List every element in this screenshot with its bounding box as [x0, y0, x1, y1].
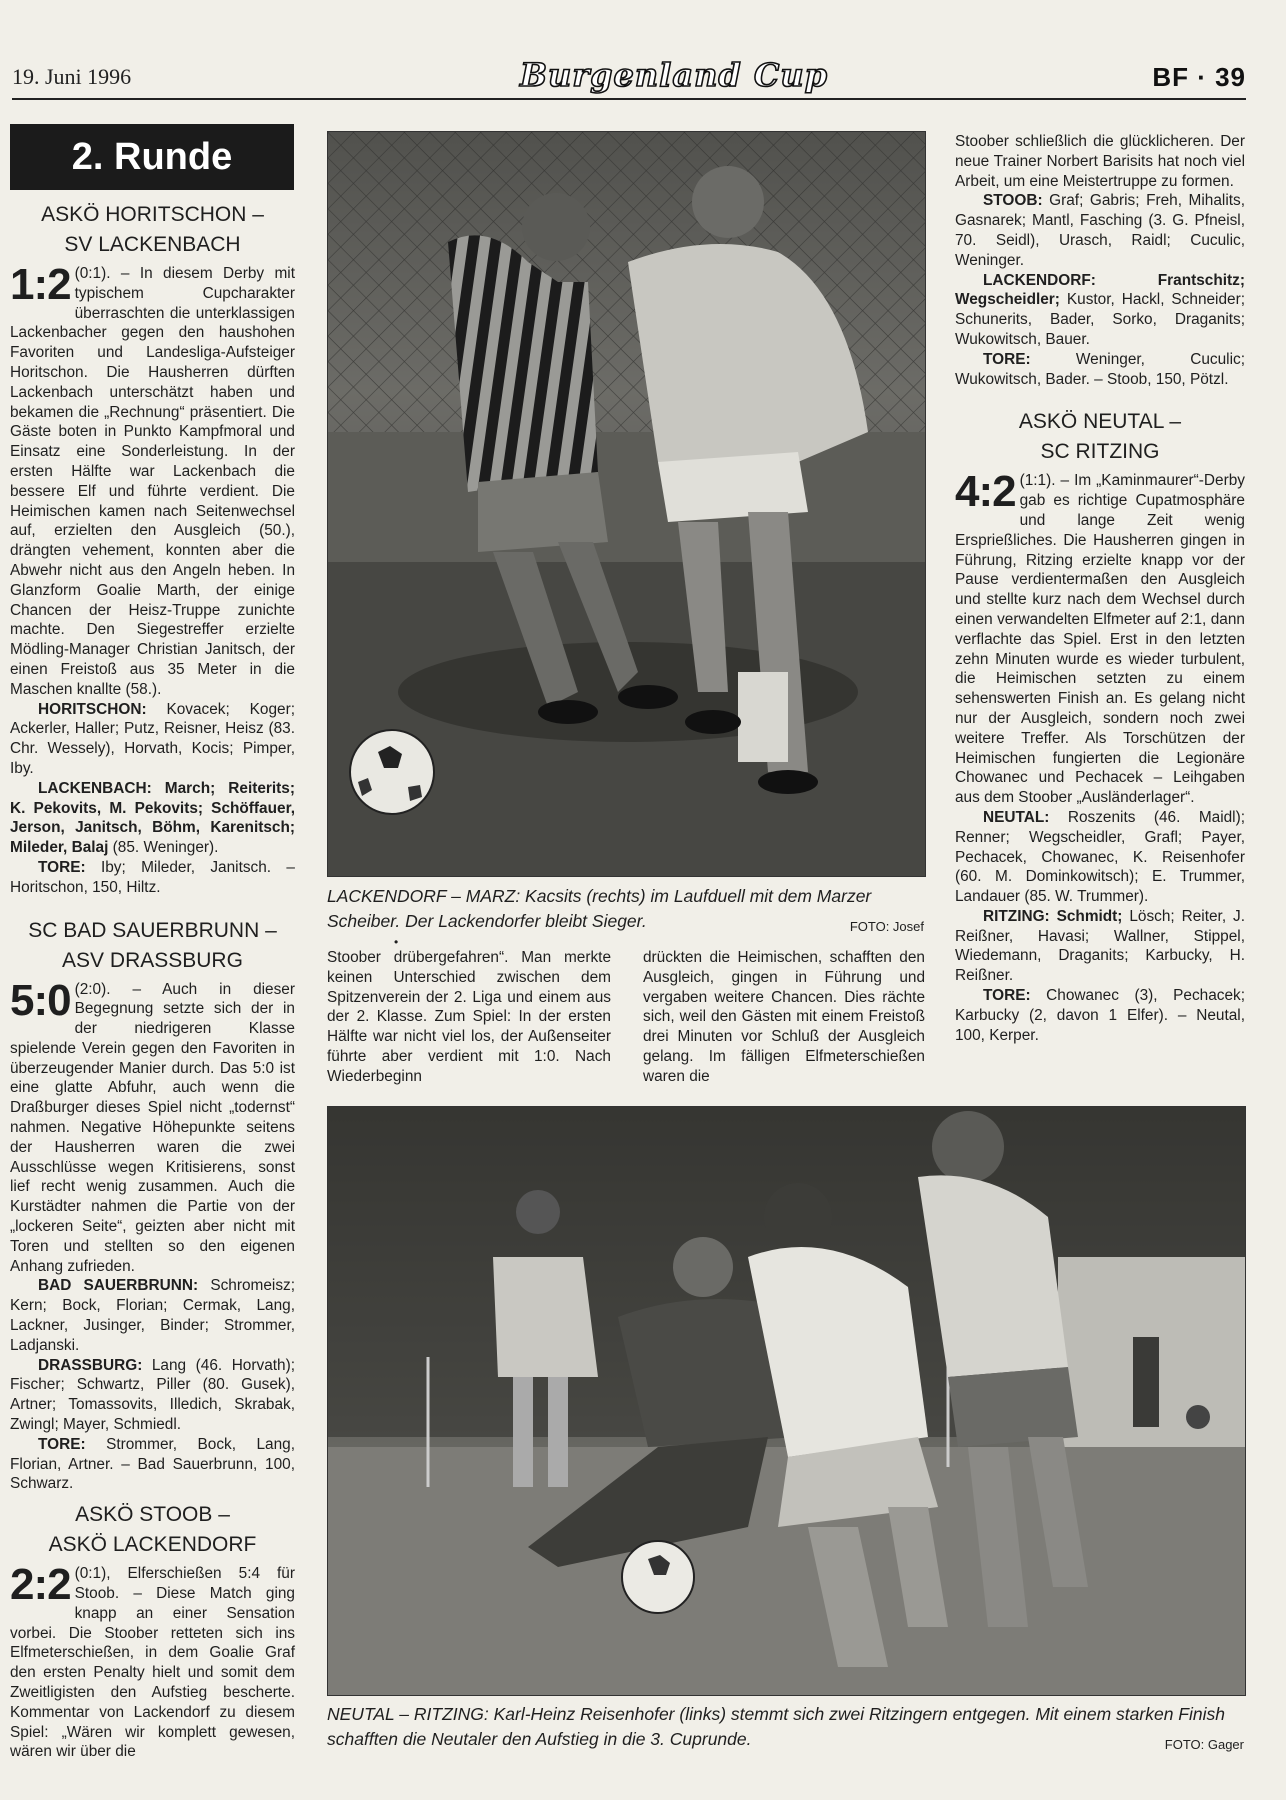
- report-text: (1:1). – Im „Kaminmaurer“-Derby gab es richtige Cupatmosphäre und lange Zeit wenig Ersprießliches. Die Hausherren gingen in Führung, Ritzing erzielte knapp vor der Pause verdientermaßen den Ausgleich und stellte kurz nach dem Wechsel durch einen verwandelten Elfmeter auf 2:1, dann verflachte das Spiel. Erst in den letzten zehn Minuten wurde es wieder turbulent, die Heimischen setzten zu einem sehenswerten Finish an. Es gelang nicht nur der Ausgleich, sondern noch zwei weitere Treffer. Als Torschützen der Heimischen fungierten die Legionäre Chowanec und Pechacek – Leihgaben aus dem Stoober „Ausländerlager“.: [955, 472, 1245, 807]
- photo-image: [328, 132, 925, 876]
- lineup-label: TORE:: [38, 858, 86, 876]
- match-heading-line: ASKÖ NEUTAL –: [1018, 410, 1182, 434]
- lineup-label: NEUTAL:: [983, 808, 1050, 826]
- match-score: 1:2: [10, 260, 71, 309]
- match-score: 4:2: [955, 467, 1016, 517]
- middle-column-1: [327, 948, 611, 1087]
- round-banner: 2. Runde: [10, 124, 294, 190]
- lineup: [955, 986, 1245, 1045]
- lineup: [955, 808, 1245, 907]
- lineup-label: TORE:: [38, 1435, 86, 1453]
- match-score: 5:0: [10, 975, 71, 1025]
- lineup-text: Kustor, Hackl, Schneider; Schunerits, Bader, Sorko, Draganits; Wukowitsch, Bauer.: [955, 291, 1245, 348]
- lineup: [10, 1435, 295, 1494]
- caption-text: NEUTAL – RITZING: Karl-Heinz Reisenhofer (links) stemmt sich zwei Ritzingern entgegen. Mit einem starken Finish schafften die Neutaler den Aufstieg in die 3. Cuprunde.: [327, 1704, 1225, 1749]
- photo-caption: [327, 1702, 1244, 1757]
- match-heading: [10, 916, 295, 976]
- lineup-label: LACKENDORF: Frantschitz; Wegscheidler;: [955, 271, 1245, 309]
- issue-date: 19. Juni 1996: [12, 64, 132, 89]
- lineup: [10, 700, 295, 779]
- lineup-label: STOOB:: [983, 192, 1043, 210]
- lineup-label: BAD SAUERBRUNN:: [38, 1277, 199, 1295]
- report-text: (2:0). – Auch in dieser Begegnung setzte sich der in der niedrigeren Klasse spielende Verein gegen den Favoriten in überzeugender Manier durch. Das 5:0 ist eine glatte Abfuhr, auch wenn die Draßburger dieses Spiel nicht „todernst“ nahmen. Negative Höhepunkte seitens der Hausherren waren die zwei Ausschlüsse wegen Kritisierens, sonst lief recht wenig zusammen. Auch die Kurstädter nahmen die Partie von der „lockeren Seite“, geizten aber nicht mit Toren und stellten so den eigenen Anhang zufrieden.: [10, 980, 295, 1275]
- report-text: (0:1), Elferschießen 5:4 für Stoob. – Diese Match ging knapp an einer Sensation vorbei. Die Stoober retteten sich ins Elfmeterschießen, in dem Goalie Graf den ersten Penalty hielt und somit dem Zweitligisten den Aufstieg bescherte. Kommentar von Lackendorf zu diesem Spiel: „Wären wir komplett gewesen, wären wir über die: [10, 1565, 295, 1761]
- report-text: Stoober drübergefahren“. Man merkte keinen Unterschied zwischen dem Spitzenverein der 2. Liga und einem aus der 2. Klasse. Zum Spiel: In der ersten Hälfte war nicht viel los, der Außenseiter führte aber verdient mit 1:0. Nach Wiederbeginn: [327, 949, 611, 1085]
- report-text: (0:1). – In diesem Derby mit typischem Cupcharakter überraschten die unterklassigen Lackenbacher gegen den haushohen Favoriten und Landesliga-Aufsteiger Horitschon. Die Hausherren dürften Lackenbach unterschätzt haben und bekamen die „Rechnung“ präsentiert. Die Gäste boten in Punkto Kampfmoral und Einsatz eine Sonderleistung. In der ersten Hälfte war Lackenbach die bessere Elf und führte verdient. Die Heimischen kamen nach Seitenwechsel auf, erzielten den Ausgleich (50.), drängten vehement, konnten aber die Abwehr nicht aus den Angeln heben. In Glanzform Goalie Marth, der einige Chancen der Heisz-Truppe zunichte machte. Den Siegestreffer erzielte Mödling-Manager Christian Janitsch, der einen Freistoß aus 35 Meter in die Maschen knallte (58.).: [10, 265, 295, 698]
- match-heading: [955, 407, 1245, 467]
- spacer: [10, 898, 295, 916]
- lineup: [10, 1356, 295, 1435]
- lineup-label: RITZING: Schmidt;: [983, 907, 1123, 925]
- lineup-text: (85. Weninger).: [108, 839, 219, 857]
- lineup-label: TORE:: [983, 987, 1031, 1005]
- separator-dot: •: [394, 935, 399, 949]
- photo-lackendorf-marz: [327, 131, 926, 877]
- page-number: BF · 39: [1152, 62, 1246, 92]
- match-report: [955, 467, 1245, 808]
- lineup-label: TORE:: [983, 350, 1031, 368]
- caption-text: LACKENDORF – MARZ: Kacsits (rechts) im Laufduell mit dem Marzer Scheiber. Der Lackendorfer bleibt Sieger.: [327, 886, 872, 931]
- lineup: [10, 1276, 295, 1355]
- photo-neutal-ritzing: [327, 1106, 1246, 1696]
- match-heading-line: ASKÖ HORITSCHON –: [41, 203, 264, 226]
- lineup-text: Chowanec (3), Pechacek; Karbucky (2, davon 1 Elfer). – Neutal, 100, Kerper.: [955, 987, 1245, 1044]
- report-text: drückten die Heimischen, schafften den Ausgleich, gingen in Führung und vergaben weitere Chancen. Dies rächte sich, weil den Gästen mit einem Freistoß drei Minuten vor Schluß der Ausgleich gelang. Im fälligen Elfmeterschießen waren die: [643, 949, 925, 1085]
- lineup: [955, 191, 1245, 270]
- spacer: [955, 389, 1245, 407]
- middle-column-2: [643, 948, 925, 1087]
- lineup-label: HORITSCHON:: [38, 700, 147, 718]
- lineup-text: Roszenits (46. Maidl); Renner; Wegscheidler, Grafl; Payer, Pechacek, Chowanec, K. Reisenhofer (60. M. Dominkowitsch); E. Trummer, Landauer (85. W. Trummer).: [955, 808, 1245, 906]
- lineup-label: LACKENBACH: March; Reiterits; K. Pekovits, M. Pekovits; Schöffauer, Jerson, Janitsch, Böhm, Karenitsch; Mileder, Balaj: [10, 779, 295, 857]
- lineup-text: Iby; Mileder, Janitsch. – Horitschon, 150, Hiltz.: [10, 858, 295, 896]
- lineup-text: Weninger, Cuculic; Wukowitsch, Bader. – Stoob, 150, Pötzl.: [955, 350, 1245, 388]
- match-heading-line: SC RITZING: [1040, 440, 1160, 464]
- match-heading-line: SC BAD SAUERBRUNN –: [28, 918, 277, 942]
- match-report: [10, 1560, 295, 1762]
- photo-credit: FOTO: Josef: [849, 919, 924, 934]
- header-rule: [12, 98, 1246, 100]
- right-column: [955, 132, 1245, 1045]
- report-text: Stoober schließlich die glücklicheren. Der neue Trainer Norbert Barisits hat noch viel Arbeit, um eine Meistertruppe zu formen.: [955, 133, 1245, 190]
- left-column: [10, 200, 295, 1762]
- match-heading-line: ASV DRASSBURG: [62, 948, 243, 972]
- lineup: [10, 858, 295, 898]
- lineup-label: DRASSBURG:: [38, 1356, 143, 1374]
- lineup: [10, 779, 295, 858]
- lineup-text: Kovacek; Koger; Ackerler, Haller; Putz, Reisner, Heisz (83. Chr. Wessely), Horvath, Kocis; Pimper, Iby.: [10, 700, 295, 777]
- match-score: 2:2: [10, 1560, 71, 1610]
- match-report: [10, 975, 295, 1277]
- photo-caption: [327, 884, 924, 939]
- lineup-text: Graf; Gabris; Freh, Mihalits, Gasnarek; Mantl, Fasching (3. G. Pfneisl, 70. Seidl), Urasch, Raidl; Cuculic, Weninger.: [955, 192, 1245, 269]
- photo-credit: FOTO: Gager: [1164, 1737, 1244, 1752]
- match-heading-line: ASKÖ LACKENDORF: [48, 1533, 257, 1557]
- lineup: [955, 907, 1245, 986]
- section-title: Burgenland Cup: [520, 56, 828, 94]
- lineup-text: Lang (46. Horvath); Fischer; Schwartz, Piller (80. Gusek), Artner; Tomassovits, Illedich, Skrabak, Zwingl; Mayer, Schmiedl.: [10, 1356, 295, 1434]
- lineup-text: Lösch; Reiter, J. Reißner, Havasi; Wallner, Stippel, Wiedemann, Draganits; Karbucky, H. Reißner.: [955, 907, 1245, 985]
- lineup-text: Strommer, Bock, Lang, Florian, Artner. – Bad Sauerbrunn, 100, Schwarz.: [10, 1435, 295, 1493]
- lineup: [955, 350, 1245, 390]
- photo-image: [328, 1107, 1245, 1695]
- lineup-text: Schromeisz; Kern; Bock, Florian; Cermak, Lang, Lackner, Jusinger, Binder; Strommer, Ladjanski.: [10, 1277, 295, 1354]
- match-heading: [10, 200, 295, 260]
- lineup: [955, 271, 1245, 350]
- match-report: [10, 260, 295, 700]
- match-heading-line: SV LACKENBACH: [64, 233, 241, 256]
- match-heading: [10, 1500, 295, 1560]
- match-heading-line: ASKÖ STOOB –: [75, 1503, 230, 1527]
